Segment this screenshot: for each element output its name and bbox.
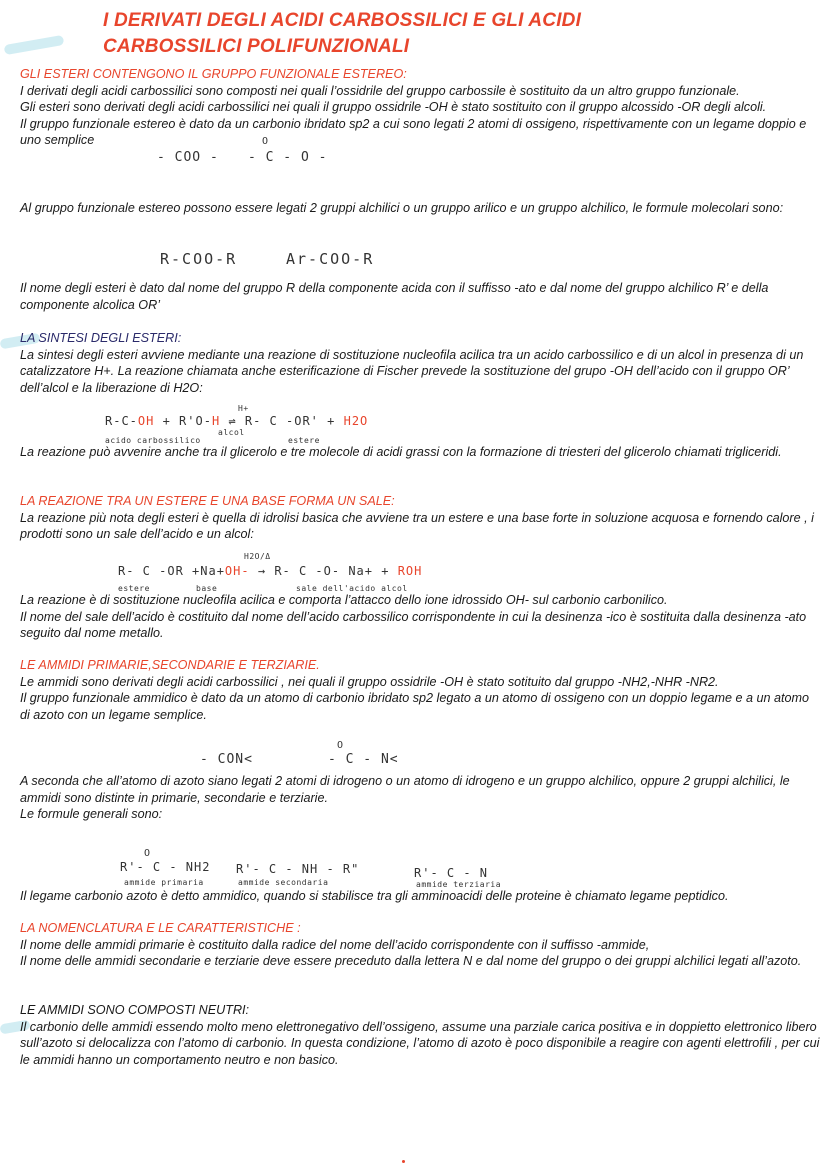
reaction-conditions: H2O/Δ <box>244 552 271 561</box>
formula-oxygen: O <box>262 136 270 147</box>
section-heading: LE AMMIDI PRIMARIE,SECONDARIE E TERZIARIE. <box>20 658 320 672</box>
paragraph: La sintesi degli esteri avviene mediante una reazione di sostituzione nucleofila acilica tra un acido carbossilico e di un alcol in presenza di un catalizzatore H+. La reazione chiamata anche esterificazione di Fischer prevede la sostituzione del grupo -OH dell’acido con il gruppo OR’ dell’alcol e la liberazione di H2O: <box>20 347 804 395</box>
section-sintesi <box>20 330 822 396</box>
section-heading: LA REAZIONE TRA UN ESTERE E UNA BASE FORMA UN SALE: <box>20 494 395 508</box>
reactant-alcohol: + R'O- <box>154 414 212 428</box>
paragraph: Le ammidi sono derivati degli acidi carbossilici , nei quali il gruppo ossidrile -OH è stato sotituito dal gruppo -NH2,-NHR -NR2. <box>20 674 719 689</box>
paragraph-block <box>20 592 822 642</box>
paragraph: Il nome delle ammidi primarie è costituito dalla radice del nome dell’acido corrispondente con il suffisso -ammide, <box>20 937 650 952</box>
paragraph-block <box>20 200 822 217</box>
label-acid: acido carbossilico <box>105 436 201 445</box>
paragraph-block <box>20 888 822 905</box>
paragraph: Il nome del sale dell’acido è costituito dal nome dell’acido carbossilico corrispondente in cui la desinenza -ico è sostituita dalla desinenza -ato seguito dal nome metallo. <box>20 609 807 640</box>
section-esteri <box>20 66 822 149</box>
paragraph-block <box>20 773 822 823</box>
section-nomenclatura <box>20 920 822 970</box>
section-idrolisi <box>20 493 822 543</box>
paragraph: A seconda che all’atomo di azoto siano legati 2 atomi di idrogeno o un atomo di idrogeno e un gruppo alchilico, oppure 2 gruppi alchilici, le ammidi sono distinte in primarie, secondarie e terziarie. <box>20 774 790 805</box>
product-salt: R- C -O- Na+ + <box>274 564 390 578</box>
label-ester: estere <box>118 584 150 593</box>
paragraph-block <box>20 280 822 313</box>
hydroxyl-group: OH <box>137 414 155 428</box>
formula-amide-group: - CON< <box>200 752 253 767</box>
label-salt-alcohol: sale dell'acido alcol <box>296 584 408 593</box>
paragraph: La reazione è di sostituzione nucleofila acilica e comporta l’attacco dello ione idrossido OH- sul carbonio carbonilico. <box>20 593 668 607</box>
equilibrium-arrow-icon: ⇌ <box>228 414 237 428</box>
formula-tertiary-amide: R'- C - N <box>414 866 489 880</box>
reaction-arrow-icon: → <box>257 564 267 578</box>
product-ester: R- C -OR' + <box>244 414 336 428</box>
section-heading: LE AMMIDI SONO COMPOSTI NEUTRI: <box>20 1003 250 1017</box>
paragraph: Il gruppo funzionale estereo è dato da un carbonio ibridato sp2 a cui sono legati 2 atomi di ossigeno, rispettivamente con un legame doppio e uno semplice <box>20 116 807 147</box>
label-ester: estere <box>288 436 320 445</box>
section-heading: GLI ESTERI CONTENGONO IL GRUPPO FUNZIONALE ESTEREO: <box>20 67 407 81</box>
catalyst-label: H+ <box>238 404 249 413</box>
product-water: H2O <box>343 414 369 428</box>
formula-aryl-ester: Ar-COO-R <box>286 250 375 268</box>
paragraph: Il gruppo funzionale ammidico è dato da un atomo di carbonio ibridato sp2 legato a un atomo di ossigeno con un doppio legame e a un atomo di azoto con un legame semplice. <box>20 691 810 722</box>
label-secondary-amide: ammide secondaria <box>238 878 329 887</box>
product-alcohol: ROH <box>397 564 423 578</box>
label-alcohol: alcol <box>218 428 245 437</box>
paragraph: Il nome degli esteri è dato dal nome del gruppo R della componente acida con il suffisso -ato e dal nome del gruppo alchilico R’ e della componente alcolica OR’ <box>20 281 769 312</box>
paragraph-block <box>20 444 822 461</box>
page-title <box>103 8 803 60</box>
paragraph: Il legame carbonio azoto è detto ammidico, quando si stabilisce tra gli amminoacidi delle proteine è chiamato legame peptidico. <box>20 889 729 903</box>
section-ammidi <box>20 657 822 723</box>
section-heading: LA NOMENCLATURA E LE CARATTERISTICHE : <box>20 921 301 935</box>
label-base: base <box>196 584 218 593</box>
title-line-2: CARBOSSILICI POLIFUNZIONALI <box>103 36 410 57</box>
paragraph: Il nome delle ammidi secondarie e terziarie deve essere preceduto dalla lettera N e dal nome del gruppo o dei gruppi alchilici legati all’azoto. <box>20 954 802 968</box>
paragraph: Le formule generali sono: <box>20 807 163 821</box>
label-tertiary-amide: ammide terziaria <box>416 880 502 889</box>
formula-amide-structure: - C - N< <box>328 752 399 767</box>
hydrolysis-equation <box>118 564 422 578</box>
hydroxide-ion: OH- <box>224 564 250 578</box>
paragraph: La reazione può avvenire anche tra il glicerolo e tre molecole di acidi grassi con la formazione di triesteri del glicerolo chiamati trigliceridi. <box>20 445 782 459</box>
title-line-1: I DERIVATI DEGLI ACIDI CARBOSSILICI E GLI ACIDI <box>103 10 582 31</box>
formula-oxygen: O <box>144 848 152 859</box>
formula-oxygen: O <box>337 740 345 751</box>
formula-ester-structure: - C - O - <box>248 150 328 165</box>
decorative-dot <box>402 1160 405 1163</box>
formula-alkyl-ester: R-COO-R <box>160 250 238 268</box>
reactant-ester-base: R- C -OR +Na+ <box>118 564 225 578</box>
label-primary-amide: ammide primaria <box>124 878 204 887</box>
reactant-acid: R-C- <box>105 414 138 428</box>
fischer-equation <box>105 414 368 428</box>
paragraph: I derivati degli acidi carbossilici sono composti nei quali l’ossidrile del gruppo carbossile è sostituito da un altro gruppo funzionale. <box>20 83 740 98</box>
paragraph: Il carbonio delle ammidi essendo molto meno elettronegativo dell’ossigeno, assume una parziale carica positiva e in doppietto elettronico libero sull’azoto si delocalizza con l’atomo di carbonio. In questa condizione, l’atomo di azoto è poco disponibile a reagire con agenti elettrofili , per cui le ammidi hanno un comportamento neutro e non basico. <box>20 1019 820 1067</box>
paragraph: Al gruppo funzionale estereo possono essere legati 2 gruppi alchilici o un gruppo arilico e un gruppo alchilico, le formule molecolari sono: <box>20 201 784 215</box>
formula-secondary-amide: R'- C - NH - R" <box>236 862 360 876</box>
formula-primary-amide: R'- C - NH2 <box>120 860 211 874</box>
formula-ester-group: - COO - <box>157 150 219 165</box>
highlight-mark <box>4 35 65 55</box>
paragraph: Gli esteri sono derivati degli acidi carbossilici nei quali il gruppo ossidrile -OH è stato sostituito con il gruppo alcossido -OR degli alcoli. <box>20 100 767 114</box>
section-heading: LA SINTESI DEGLI ESTERI: <box>20 331 182 345</box>
paragraph: La reazione più nota degli esteri è quella di idrolisi basica che avviene tra un estere e una base forte in soluzione acquosa e fornendo calore , i prodotti sono un sale dell’acido e un alcol: <box>20 510 814 541</box>
hydrogen-atom: H <box>211 414 221 428</box>
section-neutri <box>20 1002 822 1068</box>
